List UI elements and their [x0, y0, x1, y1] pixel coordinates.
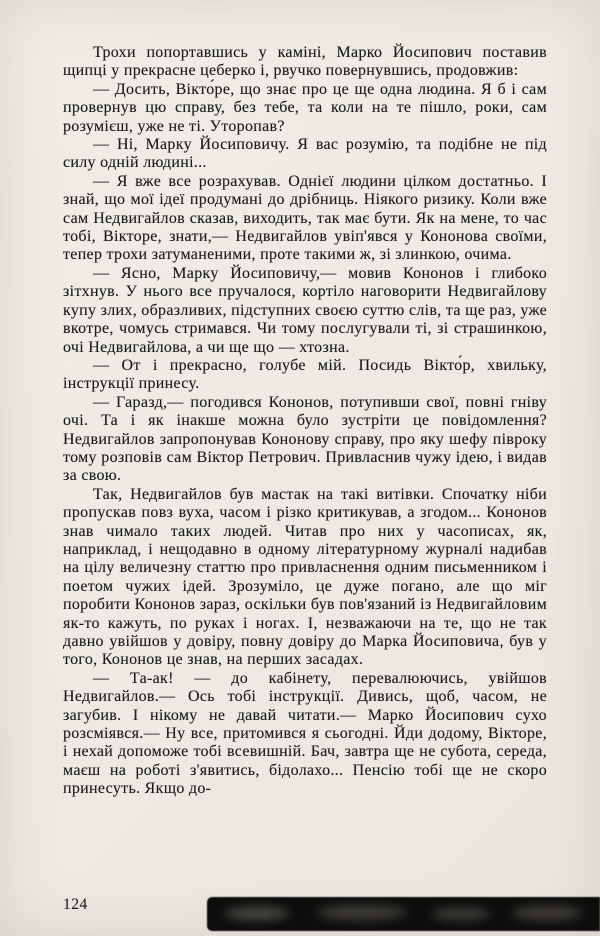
scan-smudge	[225, 907, 289, 920]
paragraph-1: Трохи попортавшись у каміні, Марко Йосипович поставив щипці у прекрасне цеберко і, рвучко повернувшись, продовжив:	[63, 44, 547, 80]
paragraph-4: — Я вже все розрахував. Однієї людини цілком достатньо. І знай, що мої ідеї продумані до дрібниць. Ніякого ризику. Коли вже сам Недвигайлов сказав, виходить, так має бути. Як на мене, то час тобі, Вікторе, знати,— Недвигайлов увіп'явся у Кононова своїми, тепер трохи затуманеними, проте такими ж, зі злинкою, очима.	[63, 172, 547, 264]
page-footer	[63, 893, 600, 933]
scan-smudge	[432, 908, 490, 920]
scan-smudge	[317, 905, 407, 920]
scan-artifact-bar	[207, 897, 600, 931]
paragraph-6: — От і прекрасно, голубе мій. Посидь Вікто́р, хвильку, інструкції принесу.	[63, 356, 547, 393]
paragraph-5: — Ясно, Марку Йосиповичу,— мовив Кононов і глибоко зітхнув. У нього все пручалося, кортіло наговорити Недвигайлову купу злих, образливих, підступних своєю суттю слів, та ще раз, уже вкотре, чомусь стримався. Чи тому послугували ті, зі страшинкою, очі Недвигайлова, а чи ще що — хтозна.	[63, 264, 547, 356]
text-block	[63, 44, 547, 799]
paragraph-3: — Ні, Марку Йосиповичу. Я вас розумію, та подібне не під силу одній людині...	[63, 136, 547, 172]
scan-smudge	[512, 906, 582, 920]
paragraph-9: — Та-ак! — до кабінету, перевалюючись, увійшов Недвигайлов.— Ось тобі інструкції. Дивись, щоб, часом, не загубив. І нікому не давай читати.— Марко Йосипович сухо розсміявся.— Ну все, притомився я сьогодні. Йди додому, Вікторе, і нехай допоможе тобі всевишній. Бач, завтра ще не субота, середа, маєш на роботі з'явитись, бідолахо... Пенсію тобі ще не скоро принесуть. Якщо до-	[63, 669, 547, 798]
paragraph-2: — Досить, Вікто́ре, що знає про це ще одна людина. Я б і сам провернув цю справу, без тебе, та коли на те пішло, роки, сам розумієш, уже не ті. Уторопав?	[63, 80, 547, 135]
paragraph-7: — Гаразд,— погодився Кононов, потупивши свої, повні гніву очі. Та і як інакше можна було зустріти це повідомлення? Недвигайлов запропонував Кононову справу, про яку шефу півроку тому розповів сам Віктор Петрович. Привласнив чужу ідею, і видав за свою.	[63, 393, 547, 485]
paragraph-8: Так, Недвигайлов був мастак на такі витівки. Спочатку ніби пропускав повз вуха, часом і різко критикував, а згодом... Кононов знав чимало таких людей. Читав про них у часописах, як, наприклад, і нещодавно в одному літературному журналі надибав на цілу величезну статтю про привласнення одним письменником і поетом чужих ідей. Зрозуміло, це дуже погано, але що міг поробити Кононов зараз, оскільки був пов'язаний із Недвигайловим як-то кажуть, по руках і ногах. І, незважаючи на те, що не так давно увійшов у довіру, повну довіру до Марка Йосиповича, був у того, Кононов це знав, на перших засадах.	[63, 485, 547, 669]
page-number: 124	[63, 896, 88, 913]
